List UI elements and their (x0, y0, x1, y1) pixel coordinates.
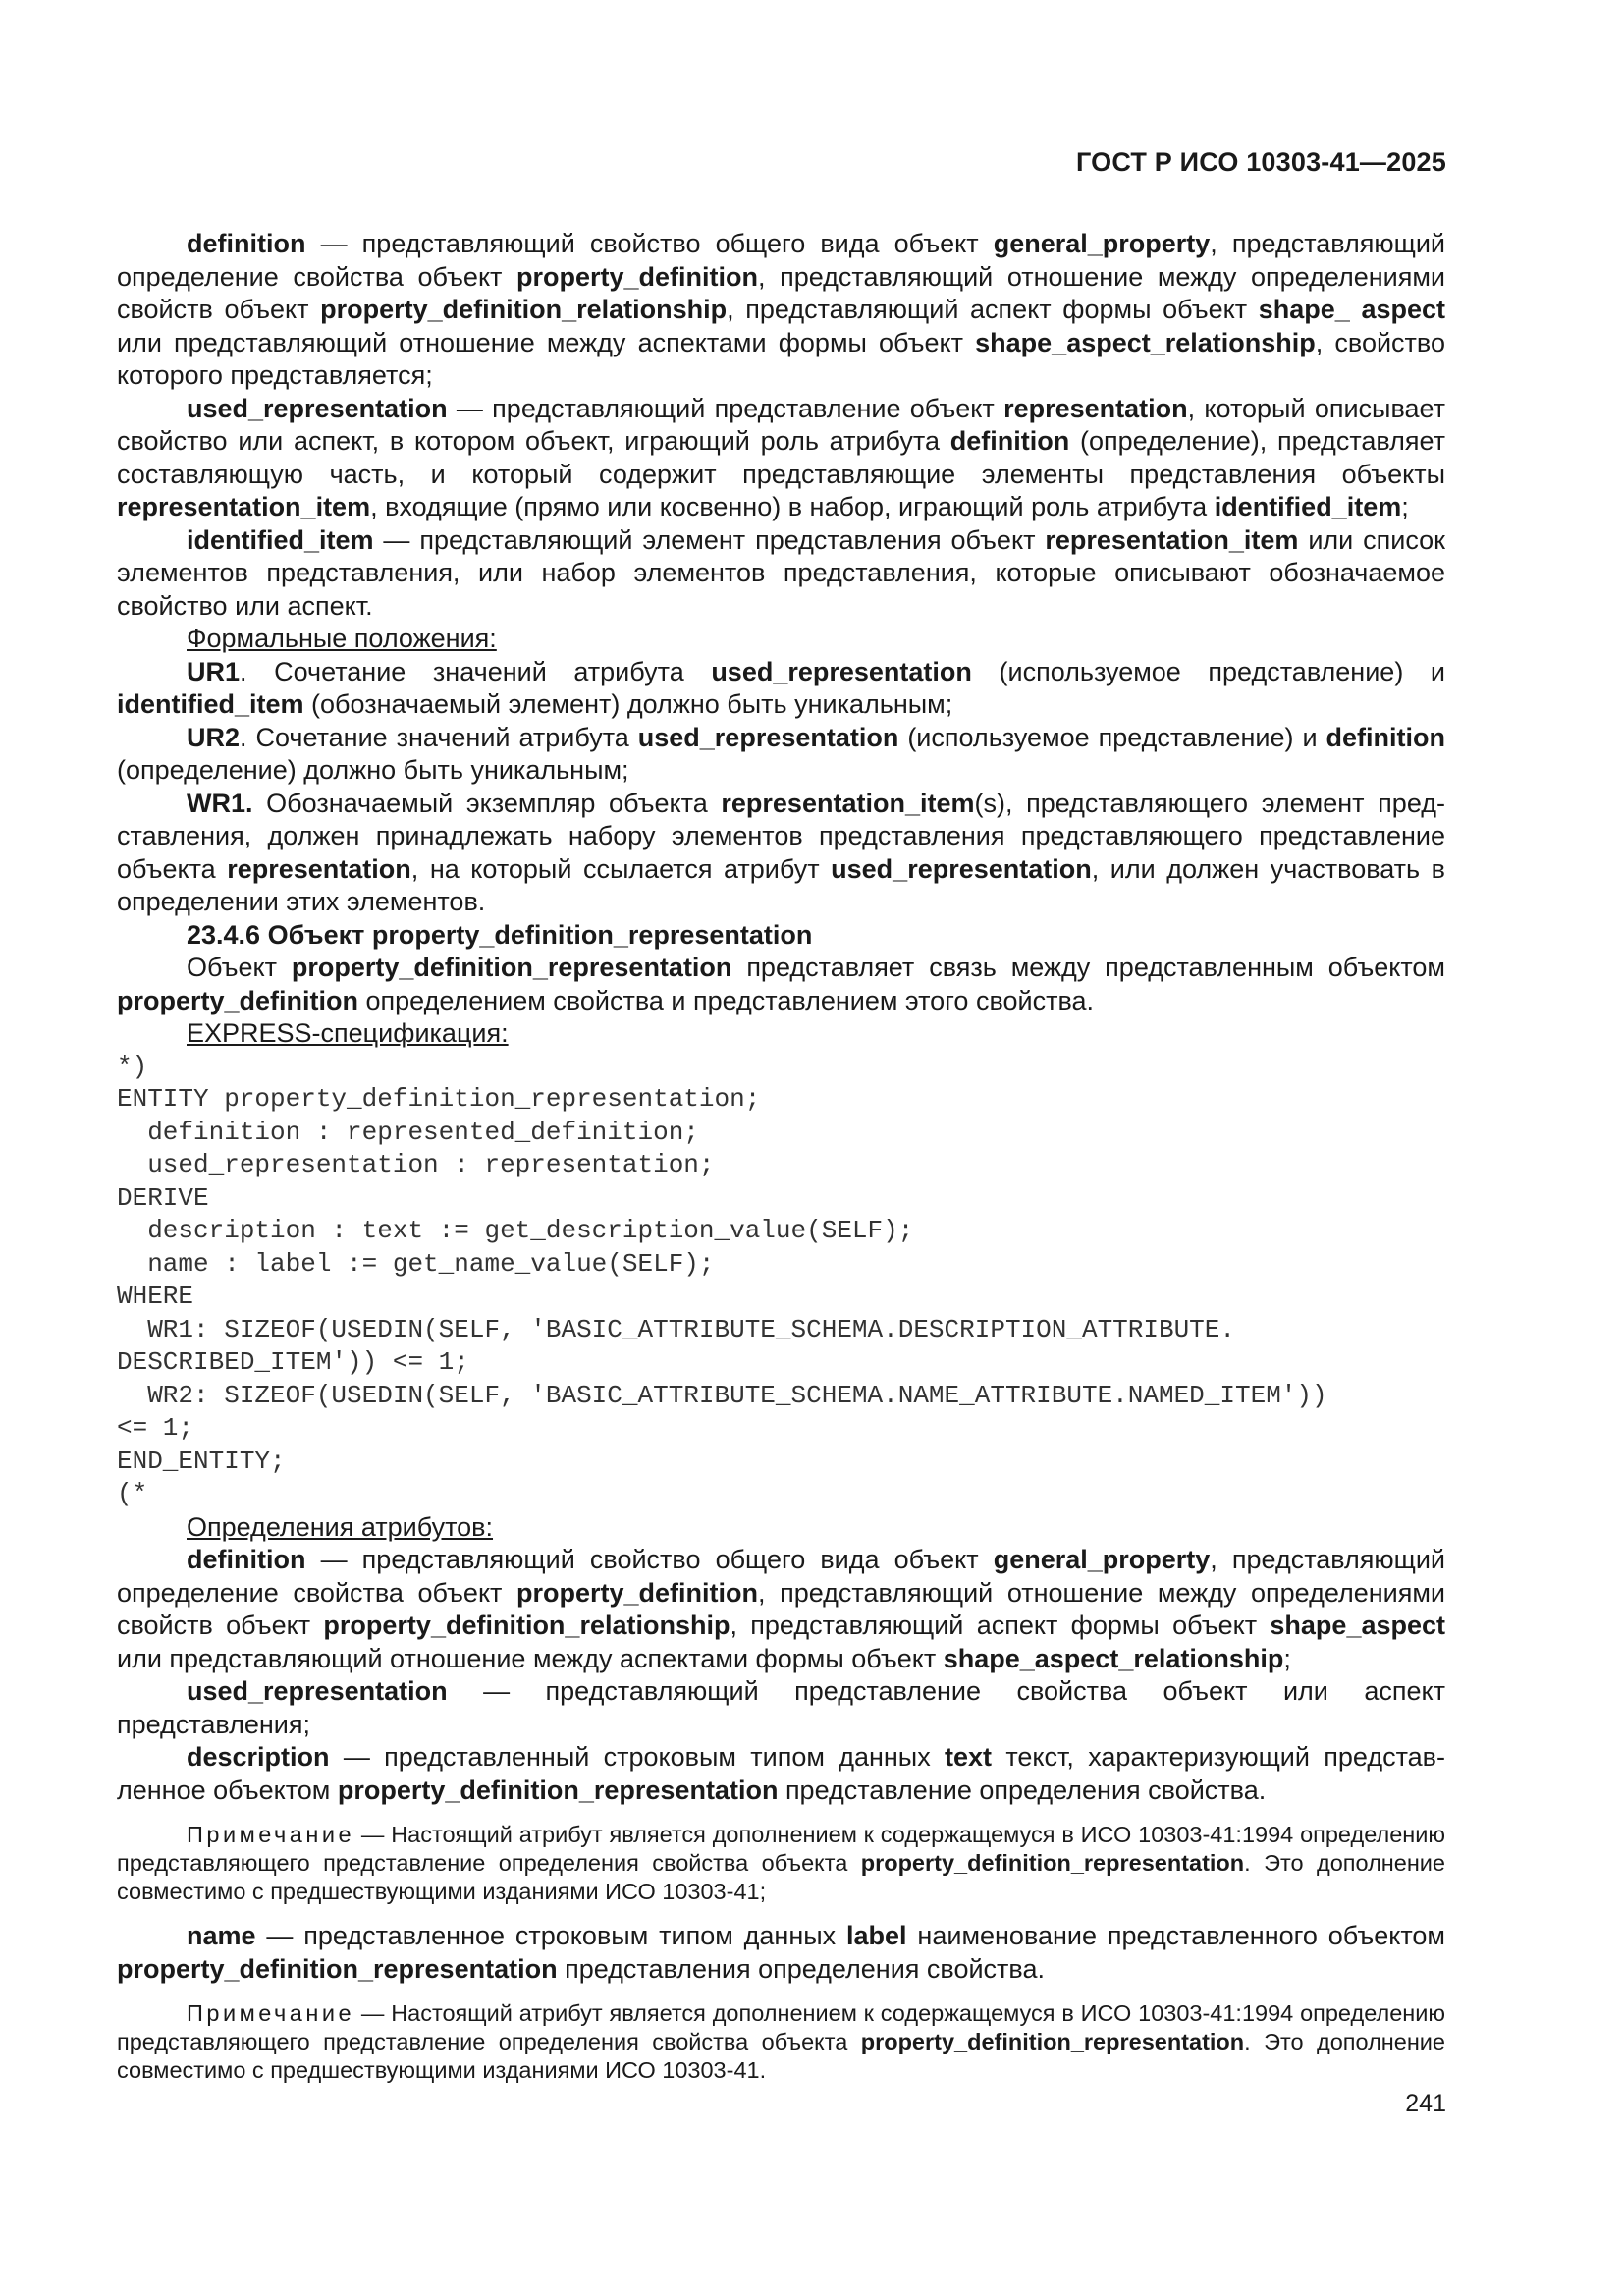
term: property_definition (117, 985, 359, 1015)
term: WR1. (187, 788, 253, 818)
term: general_property (993, 1545, 1211, 1574)
express-spec-label (117, 1017, 1445, 1051)
text: текст, характеризующий представленное объектом (117, 1742, 1445, 1805)
term: UR1 (187, 656, 241, 686)
term: representation_item (117, 492, 371, 521)
term: shape_aspect_relationship (943, 1643, 1284, 1673)
code-line: WR1: SIZEOF(USEDIN(SELF, 'BASIC_ATTRIBUTE_SCHEMA.DESCRIPTION_ATTRIBUTE. (117, 1314, 1235, 1344)
express-code-block (117, 1051, 1445, 1511)
code-line: DERIVE (117, 1182, 209, 1213)
text: представления определения свойства. (557, 1953, 1045, 1984)
text: представляет связь между представленным объектом (731, 953, 1445, 982)
text: наименование представленного объектом (906, 1921, 1445, 1950)
paragraph-used-representation (117, 393, 1445, 524)
text: , представляющий аспект формы объект (730, 1611, 1271, 1640)
document-header: ГОСТ Р ИСО 10303-41—2025 (1076, 147, 1446, 177)
paragraph-definition (117, 228, 1445, 393)
attr-name (117, 1920, 1445, 1986)
text: , входящие (прямо или косвенно) в набор, играющий роль атрибута (370, 492, 1215, 521)
term: identified_item (187, 524, 374, 555)
code-line: WR2: SIZEOF(USEDIN(SELF, 'BASIC_ATTRIBUTE_SCHEMA.NAME_ATTRIBUTE.NAMED_ITEM')) (117, 1380, 1327, 1410)
text: или представляющий отношение между аспектами формы объект (117, 1643, 944, 1673)
term: representation (227, 853, 411, 884)
text: — представляющий элемент представления объект (373, 524, 1046, 555)
text: (используемое представление) и (971, 656, 1445, 686)
term: description (187, 1742, 330, 1772)
code-line: ENTITY property_definition_representation; (117, 1084, 761, 1114)
formal-propositions-label (117, 623, 1445, 656)
text: или список элементов представления, или набор элементов представления, которые описывают обозначаемое свойство или аспект. (117, 524, 1445, 621)
text: представление определения свойства. (778, 1775, 1267, 1805)
code-line: definition : represented_definition; (117, 1117, 699, 1147)
term: used_representation (831, 853, 1092, 884)
text: . Сочетание значений атрибута (240, 656, 712, 686)
term: property_definition_representation (291, 953, 732, 982)
text: , который описывает свойство или аспект, в котором объект, играющий роль атрибута (117, 393, 1446, 456)
section-heading: 23.4.6 Объект property_definition_representation (187, 919, 813, 950)
text: или представляющий отношение между аспектами формы объект (117, 327, 976, 357)
text: (определение) должно быть уникальным; (117, 755, 629, 785)
term: property_definition_relationship (323, 1611, 730, 1640)
text: , представляющий определение свойства объект (117, 229, 1446, 292)
term: representation_item (721, 788, 975, 818)
rule-wr1 (117, 788, 1445, 919)
term: label (846, 1921, 907, 1950)
term: definition (1325, 722, 1445, 752)
term: text (945, 1742, 993, 1772)
label: Определения атрибутов: (187, 1511, 494, 1542)
note-label: Примечание (187, 1822, 355, 1847)
term: representation_item (1045, 524, 1299, 555)
text: , представляющий аспект формы объект (727, 295, 1259, 324)
text: ; (1283, 1643, 1291, 1673)
code-line: <= 1; (117, 1413, 194, 1443)
paragraph-identified-item (117, 524, 1445, 624)
paragraph-intro (117, 952, 1445, 1017)
text: , представляющий отношение между определениями свойств объект (117, 261, 1445, 324)
term: representation (1003, 393, 1188, 423)
term: property_definition_representation (337, 1775, 779, 1805)
attr-definition (117, 1544, 1445, 1675)
code-line: DESCRIBED_ITEM')) <= 1; (117, 1347, 469, 1377)
text: (s), представляющего элемент представления, должен принадлежать набору элементов представления представляющего представление объекта (117, 788, 1445, 884)
text: — представляющий представление объект (447, 393, 1004, 423)
term: used_representation (187, 1676, 448, 1706)
text: — представленный строковым типом данных (329, 1742, 946, 1772)
attr-description (117, 1741, 1445, 1807)
text: Обозначаемый экземпляр объекта (252, 788, 722, 818)
term: identified_item (117, 689, 304, 719)
text: Объект (187, 953, 292, 982)
code-line: name : label := get_name_value(SELF); (117, 1248, 715, 1279)
text: , представляющий определение свойства объект (117, 1545, 1446, 1608)
term: property_definition_representation (117, 1953, 558, 1984)
text: — представляющий свойство общего вида объект (305, 1545, 994, 1574)
term: name (187, 1921, 256, 1950)
rule-ur2 (117, 722, 1445, 788)
text: — Настоящий атрибут является дополнением к содержащемуся в ИСО 10303-41:1994 определению представляющего представление определения свойства объекта (117, 1822, 1445, 1876)
term: shape_ aspect (1258, 295, 1446, 324)
term: property_definition (516, 261, 759, 292)
code-line: END_ENTITY; (117, 1446, 286, 1476)
text: (используемое представление) и (898, 722, 1326, 752)
term: UR2 (187, 722, 241, 752)
term: used_representation (711, 656, 972, 686)
page-number: 241 (1405, 2090, 1446, 2117)
text: , или должен участвовать в определении этих элементов. (117, 853, 1446, 916)
text: ; (1401, 492, 1409, 521)
term: used_representation (637, 722, 899, 752)
rule-ur1 (117, 656, 1445, 722)
term: property_definition_relationship (320, 295, 728, 324)
term: identified_item (1214, 492, 1402, 521)
term: general_property (993, 229, 1211, 258)
term: definition (949, 426, 1070, 456)
note-2 (117, 1999, 1445, 2085)
text: определением свойства и представлением этого свойства. (358, 985, 1095, 1015)
text: , на который ссылается атрибут (410, 853, 832, 884)
body-text (117, 228, 1445, 2099)
text: (обозначаемый элемент) должно быть уникальным; (303, 689, 953, 719)
term: used_representation (187, 393, 448, 423)
text: — представляющий свойство общего вида объект (305, 229, 994, 258)
term: shape_aspect (1270, 1611, 1446, 1640)
text: (определение), представляет составляющую часть, и который содержит представляющие элементы представления объекты (117, 426, 1445, 489)
code-line: WHERE (117, 1282, 194, 1311)
attribute-definitions-label (117, 1511, 1445, 1545)
term: shape_aspect_relationship (975, 327, 1316, 357)
code-line: (* (117, 1479, 148, 1508)
term: definition (187, 1545, 306, 1574)
text: . Это дополнение совместимо с предшествующими изданиями ИСО 10303-41; (117, 1850, 1446, 1904)
text: — Настоящий атрибут является дополнением к содержащемуся в ИСО 10303-41:1994 определению представляющего представление определения свойства объекта (117, 2000, 1445, 2054)
text: — представленное строковым типом данных (255, 1921, 847, 1950)
term: property_definition_representation (860, 2029, 1245, 2054)
term: definition (187, 229, 306, 258)
note-1 (117, 1821, 1445, 1906)
text: , представляющий отношение между определениями свойств объект (117, 1577, 1445, 1640)
term: property_definition_representation (860, 1850, 1245, 1876)
term: property_definition (516, 1577, 759, 1608)
note-label: Примечание (187, 2000, 355, 2026)
label: Формальные положения: (187, 624, 497, 653)
code-line: *) (117, 1051, 148, 1081)
text: . Это дополнение совместимо с предшествующими изданиями ИСО 10303-41. (117, 2029, 1446, 2083)
code-line: used_representation : representation; (117, 1150, 715, 1179)
text: . Сочетание значений атрибута (240, 722, 638, 752)
text: , свойство которого представляется; (117, 327, 1445, 390)
attr-used-representation (117, 1675, 1445, 1741)
text: — представляющий представление свойства объект или аспект представления; (117, 1676, 1445, 1739)
code-line: description : text := get_description_value(SELF); (117, 1216, 914, 1245)
label: EXPRESS-спецификация: (187, 1018, 509, 1048)
